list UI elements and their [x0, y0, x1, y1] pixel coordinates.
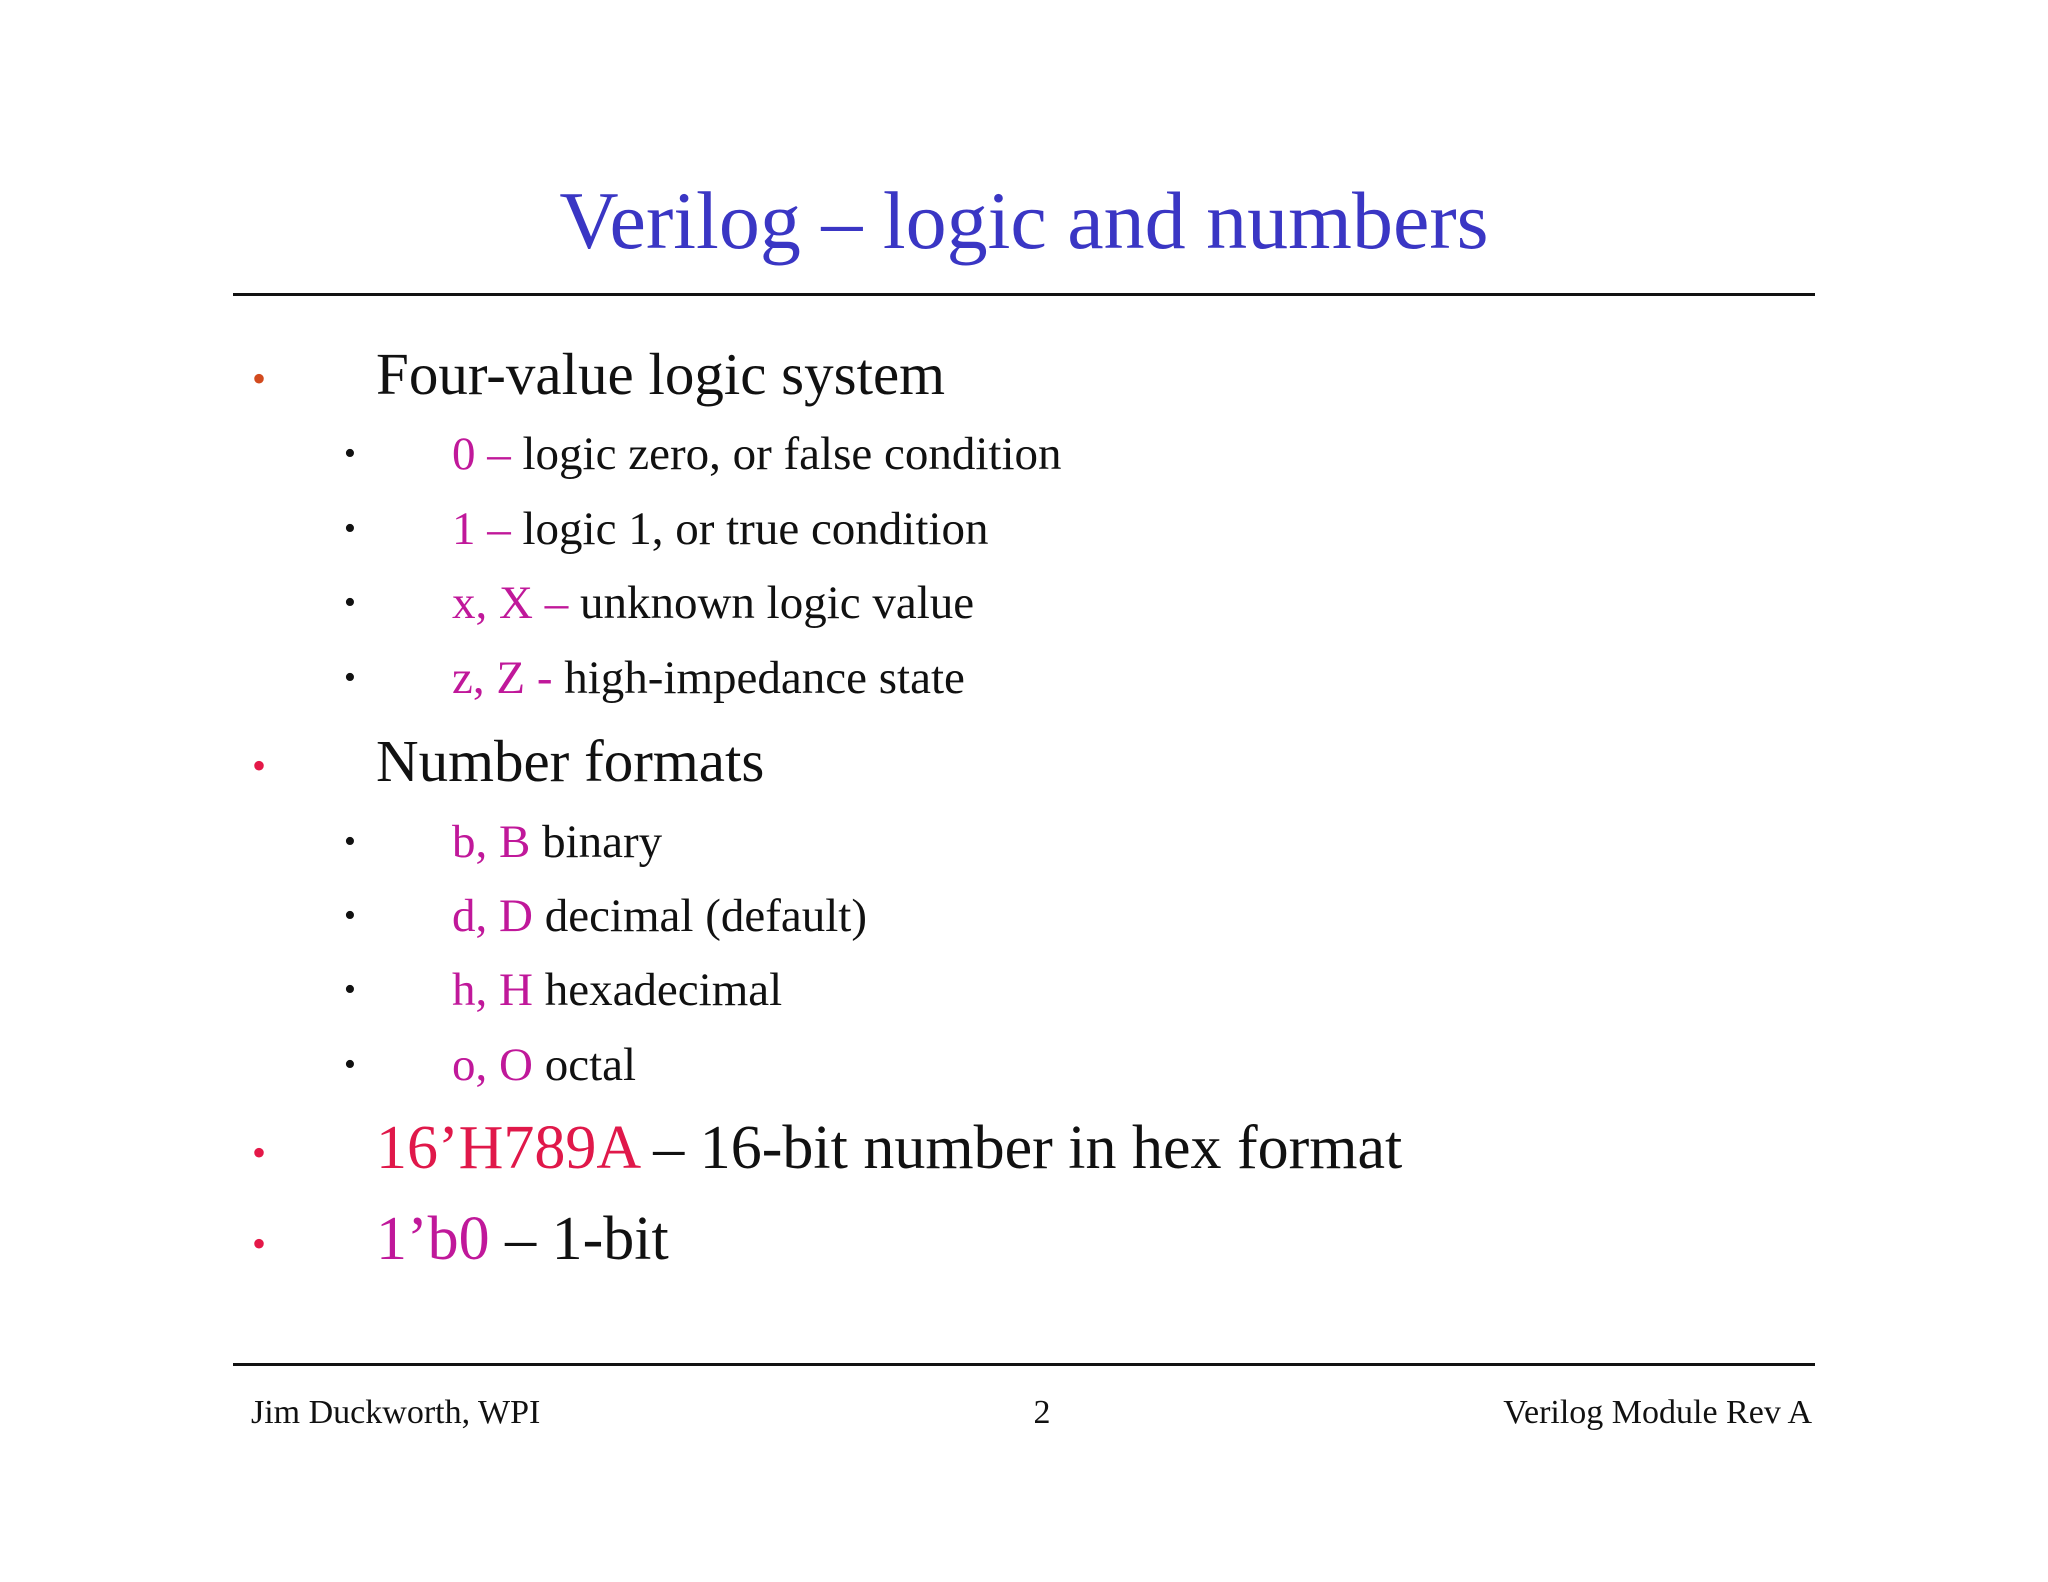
slide-title: Verilog – logic and numbers	[559, 175, 1489, 266]
footer-author: Jim Duckworth, WPI	[251, 1394, 541, 1431]
bullet-icon: •	[252, 1130, 267, 1175]
bullet-icon: •	[252, 743, 267, 788]
format-desc: decimal (default)	[532, 890, 868, 942]
format-key: b, B	[452, 816, 531, 868]
logic-value-desc: logic zero, or false condition	[510, 428, 1062, 480]
footer-module: Verilog Module Rev A	[1503, 1394, 1812, 1431]
logic-value-key: 1 –	[452, 503, 511, 555]
logic-value-key: 0 –	[452, 428, 511, 480]
bullet-icon: •	[344, 510, 356, 547]
format-key: h, H	[452, 964, 533, 1016]
bullet-icon: •	[252, 1221, 267, 1266]
logic-value-desc: unknown logic value	[568, 577, 975, 629]
format-desc: binary	[530, 816, 663, 868]
bullet-icon: •	[344, 1046, 356, 1083]
bullet-icon: •	[344, 435, 356, 472]
hex-literal-desc: – 16-bit number in hex format	[637, 1114, 1403, 1182]
bullet-icon: •	[252, 356, 267, 401]
format-key: d, D	[452, 890, 533, 942]
format-key: o, O	[452, 1039, 533, 1091]
logic-value-key: x, X –	[452, 577, 569, 629]
bullet-icon: •	[344, 823, 356, 860]
hex-literal: 16’H789A	[376, 1114, 638, 1182]
bit-literal-desc: – 1-bit	[489, 1205, 669, 1273]
bullet-text: Four-value logic system	[376, 341, 946, 407]
bullet-icon: •	[344, 584, 356, 621]
footer-divider	[233, 1363, 1815, 1366]
format-desc: octal	[532, 1039, 637, 1091]
logic-value-key: z, Z -	[452, 652, 553, 704]
format-desc: hexadecimal	[532, 964, 783, 1016]
bullet-icon: •	[344, 971, 356, 1008]
bit-literal: 1’b0	[376, 1205, 490, 1273]
logic-value-desc: logic 1, or true condition	[510, 503, 989, 555]
bullet-icon: •	[344, 659, 356, 696]
title-divider	[233, 293, 1815, 296]
bullet-icon: •	[344, 897, 356, 934]
logic-value-desc: high-impedance state	[552, 652, 965, 704]
page-number: 2	[1033, 1394, 1051, 1431]
bullet-text: Number formats	[376, 728, 765, 794]
